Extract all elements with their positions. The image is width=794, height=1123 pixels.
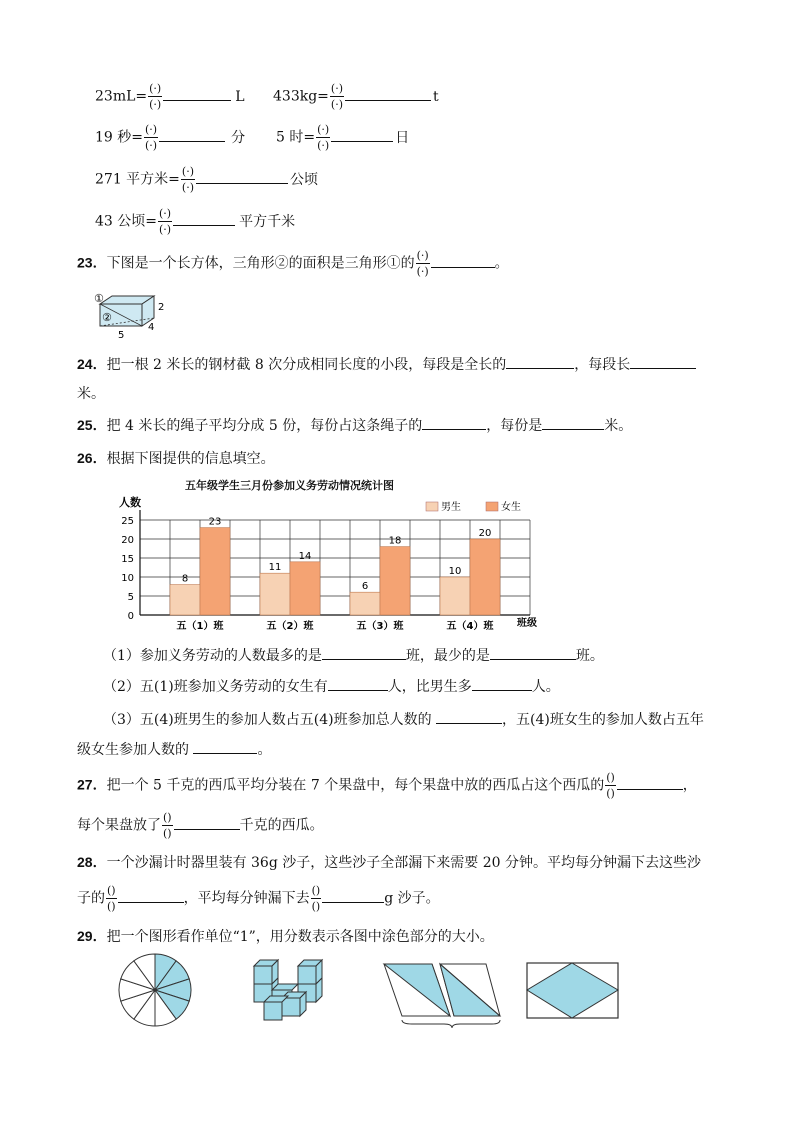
answer-blank[interactable] (490, 647, 576, 660)
bar (470, 539, 500, 615)
conversion-19s: 19 秒= $\frac{(\cdot)}{(\cdot)}$ 分 (95, 123, 246, 152)
parallelograms-figure (382, 960, 512, 1030)
conversion-433kg: 433kg= $\frac{(\cdot)}{(\cdot)}$ t (273, 82, 439, 111)
data-label: 18 (388, 535, 402, 547)
fraction-blank: $\frac{(\cdot)}{(\cdot)}$ (317, 123, 330, 152)
question-28: 28．一个沙漏计时器里装有 36g 沙子，这些沙子全部漏下来需要 20 分钟。平均每分钟漏下去这些沙 (77, 854, 701, 871)
bar (350, 592, 380, 615)
question-26-2: （2）五(1)班参加义务劳动的女生有 人，比男生多 人。 (103, 679, 560, 695)
bar (440, 577, 470, 615)
pie-figure (115, 950, 195, 1030)
question-25: 25．把 4 米长的绳子平均分成 5 份，每份占这条绳子的 ，每份是 米。 (77, 417, 633, 434)
y-tick-label: 15 (121, 554, 134, 565)
y-tick-label: 10 (121, 573, 134, 584)
answer-blank[interactable] (173, 213, 235, 226)
data-label: 6 (361, 581, 369, 593)
fraction-blank: $\frac{(\cdot)}{(\cdot)}$ (330, 82, 343, 111)
answer-blank[interactable] (322, 890, 384, 903)
bar (260, 573, 290, 615)
label-length: 5 (118, 330, 125, 340)
conversion-271m2: 271 平方米= $\frac{(\cdot)}{(\cdot)}$ 公顷 (95, 165, 318, 194)
fraction-blank: $\frac{()}{()}$ (107, 884, 116, 913)
chart-bars (170, 517, 500, 615)
answer-blank[interactable] (328, 678, 388, 691)
cuboid-figure (92, 290, 172, 340)
question-29: 29．把一个图形看作单位“1”，用分数表示各图中涂色部分的大小。 (77, 928, 494, 945)
answer-blank[interactable] (118, 890, 184, 903)
fraction-blank: $\frac{(\cdot)}{(\cdot)}$ (159, 207, 172, 236)
answer-blank[interactable] (422, 417, 486, 430)
cubes-figure (248, 958, 328, 1028)
question-28-cont: 子的 $\frac{()}{()}$ ，平均每分钟漏下去 $\frac{()}{()}$ g 沙子。 (77, 884, 440, 913)
label-height: 2 (158, 302, 165, 313)
x-tick-label: 五（4）班 (446, 621, 494, 632)
label-triangle-1: ① (94, 292, 104, 305)
chart-title: 五年级学生三月份参加义务劳动情况统计图 (185, 479, 394, 492)
answer-blank[interactable] (345, 88, 431, 101)
fraction-blank: $\frac{()}{()}$ (163, 811, 172, 840)
conversion-5h: 5 时= $\frac{(\cdot)}{(\cdot)}$ 日 (276, 123, 410, 152)
answer-blank[interactable] (163, 88, 231, 101)
question-26: 26．根据下图提供的信息填空。 (77, 450, 275, 467)
bar (380, 547, 410, 615)
answer-blank[interactable] (196, 171, 288, 184)
x-tick-label: 五（1）班 (176, 621, 224, 632)
y-tick-label: 25 (121, 516, 134, 527)
question-23: 23．下图是一个长方体，三角形②的面积是三角形①的 $\frac{(\cdot)}{(\cdot)}$ 。 (77, 249, 509, 278)
question-26-3-cont: 级女生参加人数的 。 (77, 742, 272, 758)
answer-blank[interactable] (193, 741, 257, 754)
fraction-blank: $\frac{(\cdot)}{(\cdot)}$ (145, 123, 158, 152)
data-label: 10 (448, 566, 462, 577)
data-label: 23 (208, 516, 222, 528)
bar-chart (105, 492, 555, 634)
legend-boy-swatch (426, 502, 438, 511)
y-axis-label: 人数 (119, 496, 141, 509)
conversion-43ha: 43 公顷= $\frac{(\cdot)}{(\cdot)}$ 平方千米 (95, 207, 296, 236)
x-tick-label: 五（3）班 (356, 621, 404, 632)
label-triangle-2: ② (102, 311, 112, 324)
y-tick-label: 5 (127, 592, 134, 603)
answer-blank[interactable] (431, 255, 495, 268)
legend-girl: 女生 (501, 502, 521, 513)
answer-blank[interactable] (159, 129, 225, 142)
bar (290, 562, 320, 615)
question-27-cont: 每个果盘放了 $\frac{()}{()}$ 千克的西瓜。 (77, 811, 324, 840)
legend-boy: 男生 (441, 502, 461, 513)
answer-blank[interactable] (506, 356, 574, 369)
bar (170, 585, 200, 615)
answer-blank[interactable] (436, 711, 502, 724)
answer-blank[interactable] (331, 129, 393, 142)
fraction-blank: $\frac{(\cdot)}{(\cdot)}$ (181, 165, 194, 194)
y-tick-label: 0 (127, 611, 134, 622)
data-label: 20 (478, 528, 492, 539)
x-axis-label: 班级 (517, 618, 537, 629)
fraction-blank: $\frac{(\cdot)}{(\cdot)}$ (416, 249, 429, 278)
fraction-blank: $\frac{()}{()}$ (311, 884, 321, 913)
answer-blank[interactable] (630, 356, 696, 369)
answer-blank[interactable] (322, 647, 406, 660)
conversion-23ml: 23mL= $\frac{(\cdot)}{(\cdot)}$ L (95, 82, 245, 111)
answer-blank[interactable] (542, 417, 604, 430)
question-26-3: （3）五(4)班男生的参加人数占五(4)班参加总人数的 ，五(4)班女生的参加人数占五年 (103, 712, 704, 728)
question-24-cont: 米。 (77, 386, 105, 402)
question-27: 27．把一个 5 千克的西瓜平均分装在 7 个果盘中，每个果盘中放的西瓜占这个西瓜的 $\frac{()}{()}$ ， (77, 771, 697, 800)
answer-blank[interactable] (174, 817, 240, 830)
data-label: 14 (298, 550, 312, 562)
fraction-blank: $\frac{(\cdot)}{(\cdot)}$ (149, 82, 162, 111)
y-tick-label: 20 (121, 535, 134, 546)
conversion-left: 23mL= (95, 88, 148, 105)
data-label: 11 (268, 562, 282, 574)
legend-girl-swatch (486, 502, 498, 511)
fraction-blank: $\frac{()}{()}$ (606, 771, 615, 800)
bar (200, 528, 230, 615)
answer-blank[interactable] (617, 777, 683, 790)
label-width: 4 (148, 322, 155, 333)
answer-blank[interactable] (472, 678, 532, 691)
question-24: 24．把一根 2 米长的钢材截 8 次分成相同长度的小段，每段是全长的 ，每段长 (77, 354, 696, 374)
rhombus-rect-figure (526, 962, 620, 1020)
data-label: 8 (181, 573, 189, 585)
question-26-1: （1）参加义务劳动的人数最多的是 班，最少的是 班。 (103, 648, 604, 664)
x-tick-label: 五（2）班 (266, 621, 314, 632)
